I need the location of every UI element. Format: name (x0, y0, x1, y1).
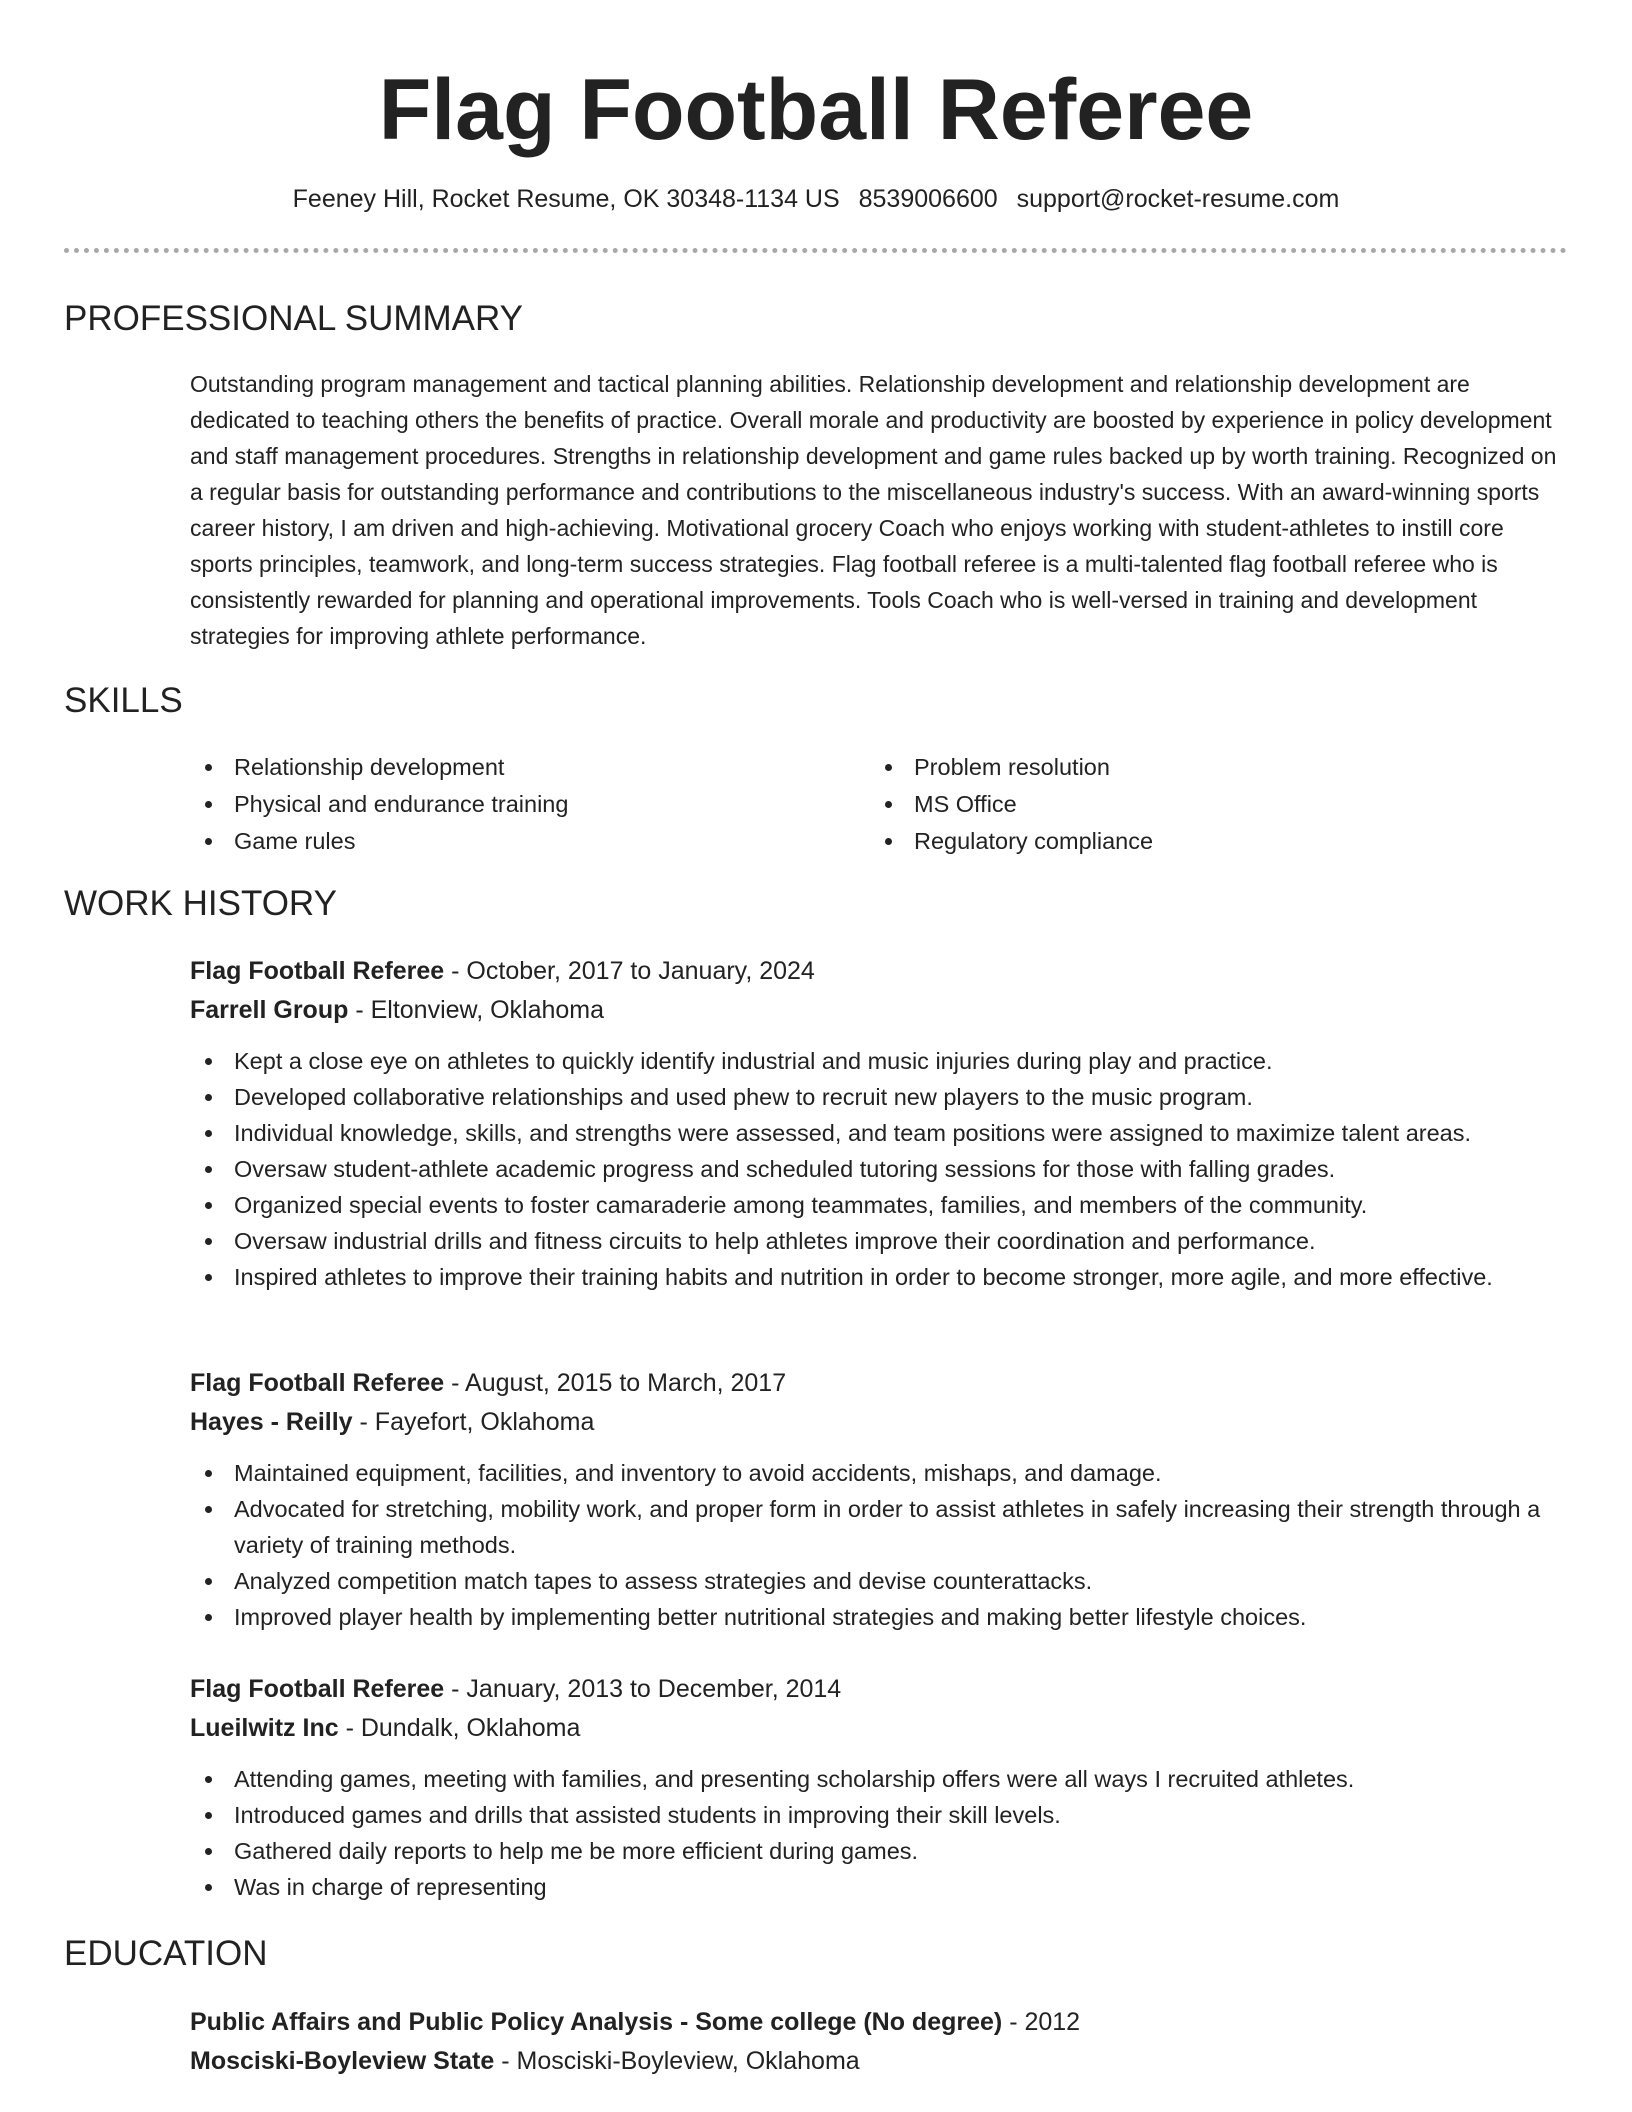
education-degree: Public Affairs and Public Policy Analysis - Some college (No degree) (190, 2008, 1003, 2036)
skill-item: Regulatory compliance (870, 823, 1520, 860)
job-location: - Fayefort, Oklahoma (352, 1408, 595, 1436)
job-company-line (190, 991, 1570, 1030)
job-bullet: Organized special events to foster camaraderie among teammates, families, and members of the community. (190, 1187, 1570, 1223)
job-bullet: Improved player health by implementing better nutritional strategies and making better lifestyle choices. (190, 1599, 1570, 1635)
job-bullet: Was in charge of representing (190, 1869, 1570, 1905)
resume-name: Flag Football Referee (378, 62, 1254, 158)
job-bullet: Analyzed competition match tapes to assess strategies and devise counterattacks. (190, 1563, 1570, 1599)
job-bullets (190, 1455, 1570, 1635)
job-bullet: Developed collaborative relationships and used phew to recruit new players to the music program. (190, 1079, 1570, 1115)
job-bullets (190, 1043, 1570, 1295)
job-dates: - January, 2013 to December, 2014 (444, 1675, 842, 1703)
job-entry-1 (190, 952, 1570, 1295)
skill-item: Problem resolution (870, 749, 1520, 786)
job-bullet: Kept a close eye on athletes to quickly identify industrial and music injuries during play and practice. (190, 1043, 1570, 1079)
contact-phone: 8539006600 (858, 185, 998, 213)
job-title-line (190, 952, 1570, 991)
education-year: - 2012 (1002, 2008, 1081, 2036)
skills-heading: SKILLS (64, 681, 183, 720)
job-company: Farrell Group (190, 996, 349, 1024)
job-title-line (190, 1364, 1570, 1403)
job-company: Hayes - Reilly (190, 1408, 353, 1436)
job-title: Flag Football Referee (190, 1369, 445, 1397)
job-title: Flag Football Referee (190, 1675, 445, 1703)
job-bullet: Inspired athletes to improve their training habits and nutrition in order to become stronger, more agile, and more effective. (190, 1259, 1570, 1295)
summary-text: Outstanding program management and tactical planning abilities. Relationship development and relationship development are dedicated to teaching others the benefits of practice. Overall morale and productivity are boosted by experience in policy development and staff management procedures. Strengths in relationship development and game rules backed up by worth training. Recognized on a regular basis for outstanding performance and contributions to the miscellaneous industry's success. With an award-winning sports career history, I am driven and high-achieving. Motivational grocery Coach who enjoys working with student-athletes to instill core sports principles, teamwork, and long-term success strategies. Flag football referee is a multi-talented flag football referee who is consistently rewarded for planning and operational improvements. Tools Coach who is well-versed in training and development strategies for improving athlete performance. (190, 371, 1557, 649)
contact-line (0, 182, 1632, 216)
job-company-line (190, 1403, 1570, 1442)
job-bullet: Maintained equipment, facilities, and inventory to avoid accidents, mishaps, and damage. (190, 1455, 1570, 1491)
job-bullet: Oversaw student-athlete academic progress and scheduled tutoring sessions for those with falling grades. (190, 1151, 1570, 1187)
education-school-line (190, 2042, 1570, 2081)
job-company: Lueilwitz Inc (190, 1714, 339, 1742)
contact-address: Feeney Hill, Rocket Resume, OK 30348-1134 US (292, 185, 840, 213)
job-dates: - October, 2017 to January, 2024 (444, 957, 815, 985)
education-degree-line (190, 2003, 1570, 2042)
header-divider (64, 248, 1567, 253)
job-bullet: Advocated for stretching, mobility work, and proper form in order to assist athletes in safely increasing their strength through a variety of training methods. (190, 1491, 1570, 1563)
summary-heading: PROFESSIONAL SUMMARY (64, 299, 523, 338)
job-dates: - August, 2015 to March, 2017 (444, 1369, 787, 1397)
contact-email: support@rocket-resume.com (1016, 185, 1340, 213)
job-entry-3 (190, 1670, 1570, 1905)
work-heading: WORK HISTORY (64, 884, 337, 923)
job-bullets (190, 1761, 1570, 1905)
job-title-line (190, 1670, 1570, 1709)
skill-item: MS Office (870, 786, 1520, 823)
job-bullet: Gathered daily reports to help me be more efficient during games. (190, 1833, 1570, 1869)
job-location: - Eltonview, Oklahoma (348, 996, 605, 1024)
skill-item: Relationship development (190, 749, 840, 786)
skill-item: Physical and endurance training (190, 786, 840, 823)
job-bullet: Introduced games and drills that assisted students in improving their skill levels. (190, 1797, 1570, 1833)
education-location: - Mosciski-Boyleview, Oklahoma (494, 2047, 860, 2075)
job-title: Flag Football Referee (190, 957, 445, 985)
job-location: - Dundalk, Oklahoma (338, 1714, 581, 1742)
education-entry (190, 2003, 1570, 2081)
job-bullet: Attending games, meeting with families, and presenting scholarship offers were all ways I recruited athletes. (190, 1761, 1570, 1797)
job-bullet: Individual knowledge, skills, and strengths were assessed, and team positions were assigned to maximize talent areas. (190, 1115, 1570, 1151)
job-entry-2 (190, 1364, 1570, 1635)
job-company-line (190, 1709, 1570, 1748)
education-school: Mosciski-Boyleview State (190, 2047, 495, 2075)
skill-item: Game rules (190, 823, 840, 860)
skills-list-right (870, 749, 1520, 860)
skills-list-left (190, 749, 840, 860)
education-heading: EDUCATION (64, 1934, 268, 1973)
job-bullet: Oversaw industrial drills and fitness circuits to help athletes improve their coordination and performance. (190, 1223, 1570, 1259)
